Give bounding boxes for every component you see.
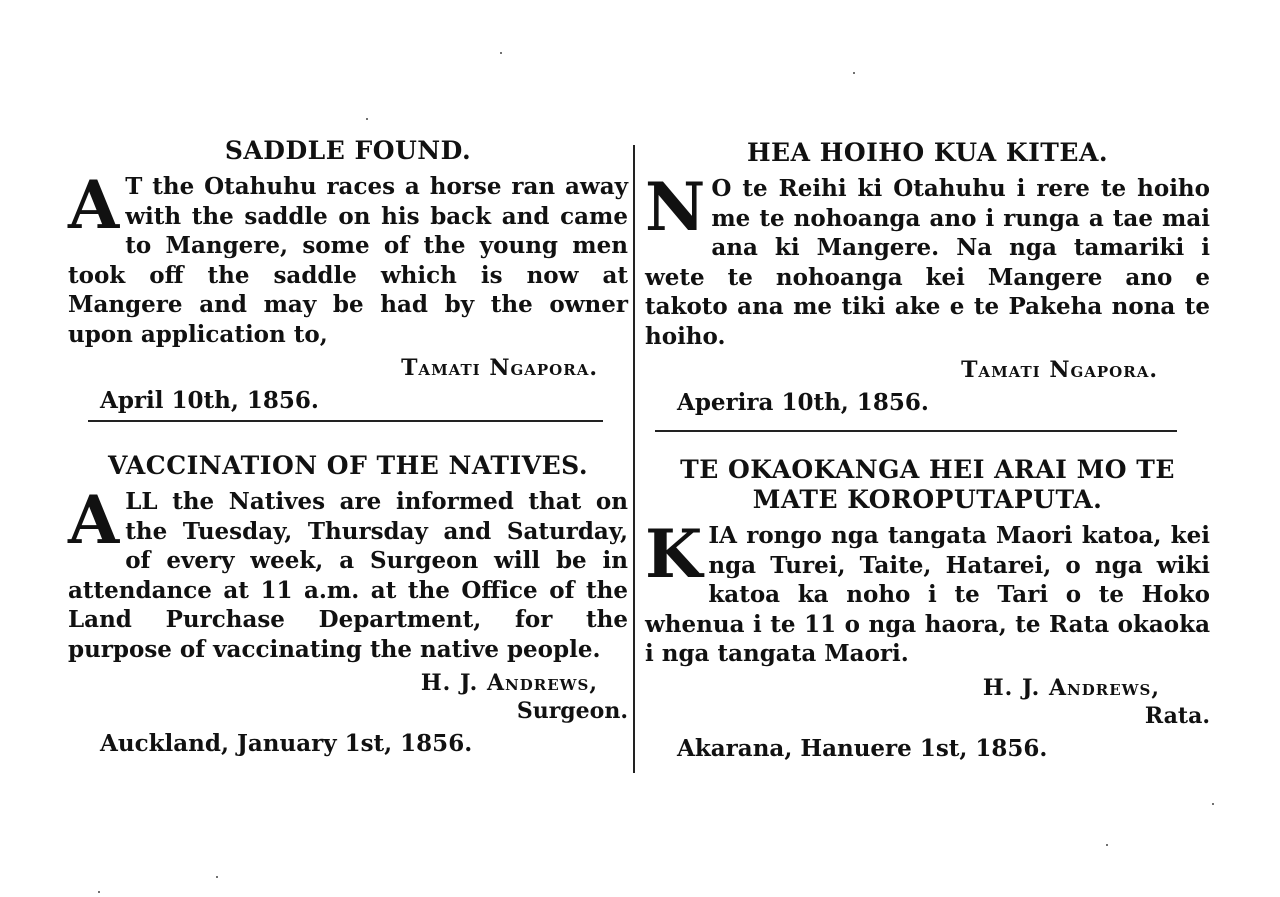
notice-text: IA rongo nga tangata Maori katoa, kei nga Turei, Taite, Hatarei, o nga wiki katoa ka noho i te Tari o te Hoko whenua i te 11 o nga haora, te Rata okaoka i nga tangata Maori. [645,522,1210,667]
notice-signature: H. J. Andrews, [982,674,1160,701]
section-rule [88,420,603,422]
notice-date: April 10th, 1856. [100,387,319,414]
notice-saddle-found [68,136,628,414]
notice-date: Auckland, January 1st, 1856. [100,730,473,757]
drop-cap: A [68,166,120,244]
scan-speck [98,891,100,893]
scan-speck [216,876,218,878]
notice-signature: Tamati Ngapora. [401,355,598,381]
notice-vaccination [68,451,628,757]
notice-body [68,166,628,349]
notice-title: HEA HOIHO KUA KITEA. [746,138,1109,167]
notice-body [645,515,1210,669]
drop-cap: N [645,168,706,246]
notice-text: O te Reihi ki Otahuhu i rere te hoiho me te nohoanga ano i runga a tae mai ana ki Mangere. Na nga tamariki i wete te nohoanga kei Mangere ano e takoto ana me tiki ake e te Pakeha nona te hoiho. [645,175,1210,350]
scan-speck [853,72,855,74]
notice-date: Akarana, Hanuere 1st, 1856. [677,734,1048,762]
notice-role: Surgeon. [516,698,628,724]
scan-speck [500,52,502,54]
column-divider [633,145,635,773]
notice-signature: Tamati Ngapora. [961,357,1158,383]
drop-cap: K [645,515,703,593]
notice-hea-hoiho [645,138,1210,416]
notice-body [68,481,628,664]
notice-signature: H. J. Andrews, [420,670,598,696]
notice-te-okaokanga [645,455,1210,762]
notice-text: T the Otahuhu races a horse ran away with the saddle on his back and came to Mangere, some of the young men took off the saddle which is now at Mangere and may be had by the owner upon application to, [68,173,628,348]
scan-speck [366,118,368,120]
notice-body [645,168,1210,351]
notice-title: VACCINATION OF THE NATIVES. [107,451,589,480]
notice-role: Rata. [1144,702,1210,729]
drop-cap: A [68,481,120,559]
section-rule [655,430,1177,432]
notice-title: SADDLE FOUND. [224,136,472,165]
notice-title: TE OKAOKANGA HEI ARAI MO TE MATE KOROPUTAPUTA. [680,455,1175,514]
scan-speck [1212,803,1214,805]
notice-date: Aperira 10th, 1856. [677,389,929,416]
notice-text: LL the Natives are informed that on the Tuesday, Thursday and Saturday, of every week, a Surgeon will be in attendance at 11 a.m. at the Office of the Land Purchase Department, for the purpose of vaccinating the native people. [68,488,628,663]
scan-speck [1106,844,1108,846]
